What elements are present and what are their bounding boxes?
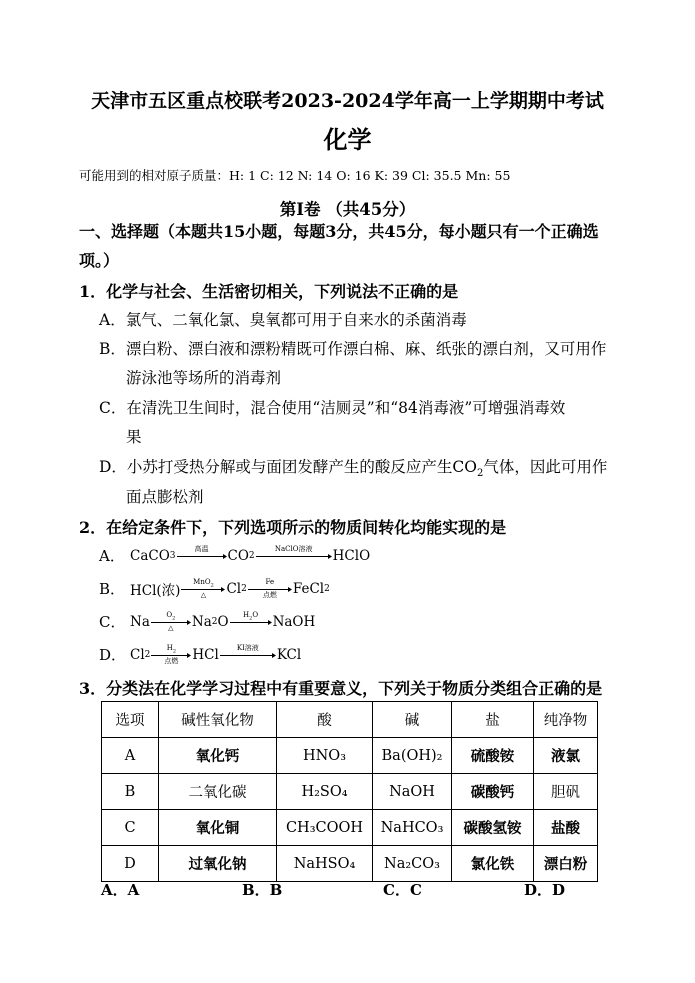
question-1-option-b-line1: B．漂白粉、漂白液和漂粉精既可作漂白棉、麻、纸张的漂白剂，又可用作: [99, 340, 607, 358]
table-cell: NaHCO₃: [373, 810, 452, 846]
table-cell: Ba(OH)₂: [373, 738, 452, 774]
table-cell: 硫酸铵: [452, 738, 534, 774]
question-1-option-d-line2: 面点膨松剂: [126, 488, 204, 506]
table-cell: NaHSO₄: [277, 846, 373, 882]
table-header: 盐: [452, 702, 534, 738]
table-row: [102, 810, 598, 846]
table-cell: 氧化钙: [159, 738, 277, 774]
table-row: [102, 846, 598, 882]
table-header: 碱性氧化物: [159, 702, 277, 738]
table-cell: 盐酸: [534, 810, 598, 846]
question-3-stem: 3．分类法在化学学习过程中有重要意义，下列关于物质分类组合正确的是: [79, 679, 603, 698]
answer-choice-b: B．B: [242, 881, 283, 899]
subject-title: 化学: [323, 125, 372, 154]
table-cell: A: [102, 738, 159, 774]
atomic-masses: 可能用到的相对原子质量：H: 1 C: 12 N: 14 O: 16 K: 39 Cl: 35.5 Mn: 55: [79, 168, 511, 183]
reaction-arrow: $O_2$ △: [151, 613, 191, 631]
reaction-arrow: MnO$_2$ △: [181, 580, 225, 598]
section-instructions-line2: 项。）: [79, 251, 120, 270]
table-cell: 二氧化碳: [159, 774, 277, 810]
table-header: 纯净物: [534, 702, 598, 738]
table-cell: 碳酸钙: [452, 774, 534, 810]
question-2-option-d: D． Cl 2 $H_2$ 点燃 HCl KI溶液 KCl: [99, 643, 302, 665]
question-2-option-b: B． HCl(浓) MnO$_2$ △ Cl 2 Fe 点燃 FeCl 2: [99, 577, 330, 599]
part-heading: 第Ⅰ卷 （共45分）: [279, 200, 416, 219]
table-cell: 氯化铁: [452, 846, 534, 882]
answer-choice-d: D．D: [524, 881, 566, 899]
question-2-option-c: C． Na $O_2$ △ Na 2 O $H_2O$ NaOH: [99, 610, 316, 632]
section-instructions-line1: 一、选择题（本题共15小题，每题3分，共45分，每小题只有一个正确选: [79, 222, 599, 241]
table-header: 选项: [102, 702, 159, 738]
table-cell: C: [102, 810, 159, 846]
table-cell: 过氧化钠: [159, 846, 277, 882]
table-cell: H₂SO₄: [277, 774, 373, 810]
table-cell: 氧化铜: [159, 810, 277, 846]
question-1-option-c-line1: C．在清洗卫生间时，混合使用“洁厕灵”和“84消毒液”可增强消毒效: [99, 399, 566, 417]
table-cell: CH₃COOH: [277, 810, 373, 846]
table-cell: NaOH: [373, 774, 452, 810]
reaction-arrow: 高温: [177, 547, 227, 565]
question-2-option-a: A． CaCO 3 高温 CO 2 NaClO溶液 HClO: [99, 544, 371, 565]
table-cell: 液氯: [534, 738, 598, 774]
question-1-option-d-line1: D．小苏打受热分解或与面团发酵产生的酸反应产生$CO_2$气体，因此可用作: [99, 458, 608, 480]
table-cell: B: [102, 774, 159, 810]
exam-title: 天津市五区重点校联考2023-2024学年高一上学期期中考试: [91, 90, 604, 112]
table-row: [102, 774, 598, 810]
reaction-arrow: $H_2O$: [230, 613, 272, 631]
table-header: 碱: [373, 702, 452, 738]
table-row: [102, 738, 598, 774]
answer-choice-a: A．A: [101, 881, 140, 899]
reaction-arrow: NaClO溶液: [256, 547, 332, 565]
answer-choice-c: C．C: [383, 881, 422, 899]
table-cell: 胆矾: [534, 774, 598, 810]
classification-table: [101, 701, 598, 882]
question-1-option-a: A．氯气、二氧化氯、臭氧都可用于自来水的杀菌消毒: [99, 311, 467, 329]
table-header: 酸: [277, 702, 373, 738]
table-cell: 漂白粉: [534, 846, 598, 882]
question-1-option-c-line2: 果: [126, 428, 142, 446]
table-cell: D: [102, 846, 159, 882]
table-cell: Na₂CO₃: [373, 846, 452, 882]
table-header-row: [102, 702, 598, 738]
reaction-arrow: KI溶液: [220, 646, 276, 664]
reaction-arrow: Fe 点燃: [248, 580, 292, 598]
table-cell: HNO₃: [277, 738, 373, 774]
question-2-stem: 2．在给定条件下，下列选项所示的物质间转化均能实现的是: [79, 518, 507, 537]
table-cell: 碳酸氢铵: [452, 810, 534, 846]
question-1-stem: 1．化学与社会、生活密切相关，下列说法不正确的是: [79, 282, 459, 301]
question-1-option-b-line2: 游泳池等场所的消毒剂: [126, 369, 282, 387]
reaction-arrow: $H_2$ 点燃: [151, 646, 191, 664]
